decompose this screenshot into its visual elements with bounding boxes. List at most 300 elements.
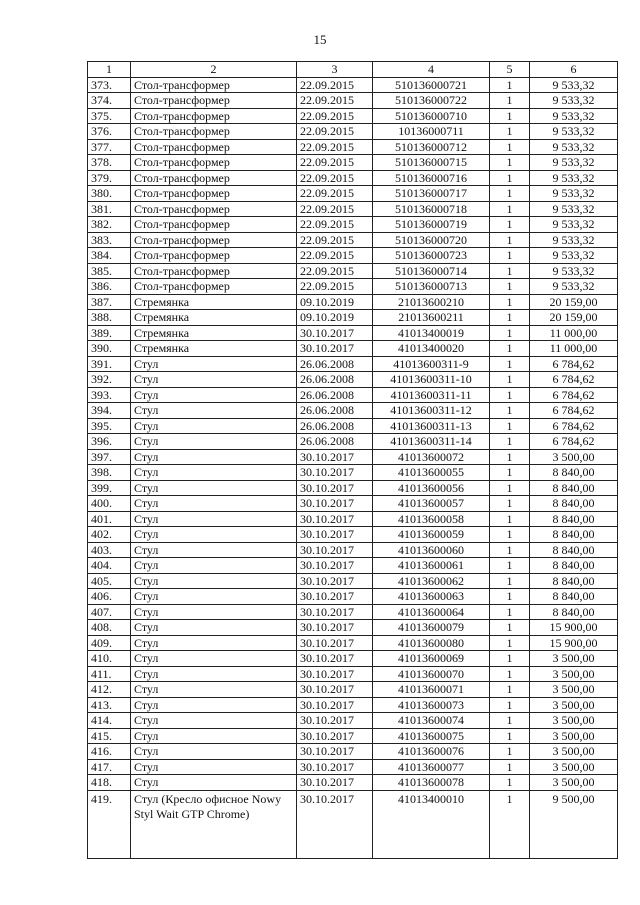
row-number: 411. bbox=[88, 666, 131, 682]
quantity-cell: 1 bbox=[490, 790, 530, 858]
inventory-code: 41013600055 bbox=[373, 465, 490, 481]
date-cell: 22.09.2015 bbox=[297, 170, 373, 186]
row-number: 395. bbox=[88, 418, 131, 434]
amount-cell: 8 840,00 bbox=[530, 465, 618, 481]
inventory-code: 41013600063 bbox=[373, 589, 490, 605]
amount-cell: 3 500,00 bbox=[530, 697, 618, 713]
inventory-code: 41013400010 bbox=[373, 790, 490, 858]
quantity-cell: 1 bbox=[490, 356, 530, 372]
quantity-cell: 1 bbox=[490, 263, 530, 279]
table-row bbox=[88, 434, 618, 450]
quantity-cell: 1 bbox=[490, 77, 530, 93]
inventory-code: 510136000718 bbox=[373, 201, 490, 217]
table-row bbox=[88, 93, 618, 109]
table-row bbox=[88, 186, 618, 202]
quantity-cell: 1 bbox=[490, 511, 530, 527]
date-cell: 22.09.2015 bbox=[297, 139, 373, 155]
item-name: Стремянка bbox=[131, 294, 297, 310]
row-number: 406. bbox=[88, 589, 131, 605]
row-number: 374. bbox=[88, 93, 131, 109]
table-row bbox=[88, 108, 618, 124]
item-name: Стол-трансформер bbox=[131, 77, 297, 93]
inventory-code: 41013600073 bbox=[373, 697, 490, 713]
item-name: Стул bbox=[131, 496, 297, 512]
item-name: Стул bbox=[131, 372, 297, 388]
header-row bbox=[88, 62, 618, 78]
date-cell: 30.10.2017 bbox=[297, 697, 373, 713]
quantity-cell: 1 bbox=[490, 279, 530, 295]
date-cell: 22.09.2015 bbox=[297, 93, 373, 109]
amount-cell: 9 533,32 bbox=[530, 279, 618, 295]
table-row bbox=[88, 387, 618, 403]
row-number: 391. bbox=[88, 356, 131, 372]
inventory-code: 41013600311-14 bbox=[373, 434, 490, 450]
date-cell: 30.10.2017 bbox=[297, 465, 373, 481]
row-number: 393. bbox=[88, 387, 131, 403]
inventory-code: 41013600071 bbox=[373, 682, 490, 698]
inventory-code: 41013600311-9 bbox=[373, 356, 490, 372]
item-name: Стремянка bbox=[131, 325, 297, 341]
inventory-code: 41013600056 bbox=[373, 480, 490, 496]
table-row bbox=[88, 558, 618, 574]
row-number: 408. bbox=[88, 620, 131, 636]
table-row bbox=[88, 604, 618, 620]
item-name: Стол-трансформер bbox=[131, 93, 297, 109]
amount-cell: 11 000,00 bbox=[530, 325, 618, 341]
quantity-cell: 1 bbox=[490, 496, 530, 512]
table-body bbox=[88, 77, 618, 858]
amount-cell: 8 840,00 bbox=[530, 573, 618, 589]
item-name: Стул bbox=[131, 635, 297, 651]
inventory-code: 41013600060 bbox=[373, 542, 490, 558]
row-number: 413. bbox=[88, 697, 131, 713]
quantity-cell: 1 bbox=[490, 387, 530, 403]
quantity-cell: 1 bbox=[490, 635, 530, 651]
item-name: Стол-трансформер bbox=[131, 279, 297, 295]
quantity-cell: 1 bbox=[490, 744, 530, 760]
row-number: 416. bbox=[88, 744, 131, 760]
amount-cell: 8 840,00 bbox=[530, 542, 618, 558]
quantity-cell: 1 bbox=[490, 573, 530, 589]
row-number: 375. bbox=[88, 108, 131, 124]
inventory-code: 41013600311-12 bbox=[373, 403, 490, 419]
date-cell: 30.10.2017 bbox=[297, 759, 373, 775]
amount-cell: 9 533,32 bbox=[530, 263, 618, 279]
row-number: 405. bbox=[88, 573, 131, 589]
table-row bbox=[88, 124, 618, 140]
date-cell: 30.10.2017 bbox=[297, 558, 373, 574]
item-name: Стол-трансформер bbox=[131, 186, 297, 202]
inventory-code: 41013600064 bbox=[373, 604, 490, 620]
date-cell: 26.06.2008 bbox=[297, 403, 373, 419]
quantity-cell: 1 bbox=[490, 201, 530, 217]
quantity-cell: 1 bbox=[490, 682, 530, 698]
item-name: Стул bbox=[131, 449, 297, 465]
quantity-cell: 1 bbox=[490, 651, 530, 667]
quantity-cell: 1 bbox=[490, 418, 530, 434]
date-cell: 30.10.2017 bbox=[297, 480, 373, 496]
item-name: Стол-трансформер bbox=[131, 263, 297, 279]
item-name: Стул bbox=[131, 558, 297, 574]
row-number: 388. bbox=[88, 310, 131, 326]
item-name: Стул bbox=[131, 387, 297, 403]
date-cell: 09.10.2019 bbox=[297, 294, 373, 310]
table-row bbox=[88, 728, 618, 744]
quantity-cell: 1 bbox=[490, 775, 530, 791]
inventory-code: 510136000721 bbox=[373, 77, 490, 93]
item-name: Стул (Кресло офисное Nowy Styl Wait GTP Chrome) bbox=[131, 790, 297, 858]
inventory-code: 510136000715 bbox=[373, 155, 490, 171]
row-number: 400. bbox=[88, 496, 131, 512]
table-row bbox=[88, 527, 618, 543]
item-name: Стул bbox=[131, 697, 297, 713]
row-number: 399. bbox=[88, 480, 131, 496]
item-name: Стол-трансформер bbox=[131, 170, 297, 186]
row-number: 410. bbox=[88, 651, 131, 667]
row-number: 396. bbox=[88, 434, 131, 450]
amount-cell: 6 784,62 bbox=[530, 418, 618, 434]
table-row bbox=[88, 635, 618, 651]
amount-cell: 8 840,00 bbox=[530, 511, 618, 527]
date-cell: 30.10.2017 bbox=[297, 449, 373, 465]
quantity-cell: 1 bbox=[490, 697, 530, 713]
row-number: 385. bbox=[88, 263, 131, 279]
table-row bbox=[88, 170, 618, 186]
row-number: 404. bbox=[88, 558, 131, 574]
amount-cell: 9 533,32 bbox=[530, 201, 618, 217]
item-name: Стул bbox=[131, 682, 297, 698]
row-number: 379. bbox=[88, 170, 131, 186]
amount-cell: 6 784,62 bbox=[530, 372, 618, 388]
inventory-code: 510136000714 bbox=[373, 263, 490, 279]
quantity-cell: 1 bbox=[490, 449, 530, 465]
inventory-code: 510136000717 bbox=[373, 186, 490, 202]
item-name: Стол-трансформер bbox=[131, 139, 297, 155]
item-name: Стул bbox=[131, 759, 297, 775]
quantity-cell: 1 bbox=[490, 217, 530, 233]
table-row bbox=[88, 775, 618, 791]
table-row bbox=[88, 201, 618, 217]
date-cell: 30.10.2017 bbox=[297, 682, 373, 698]
amount-cell: 9 533,32 bbox=[530, 155, 618, 171]
item-name: Стул bbox=[131, 418, 297, 434]
date-cell: 22.09.2015 bbox=[297, 77, 373, 93]
row-number: 382. bbox=[88, 217, 131, 233]
inventory-code: 41013600311-10 bbox=[373, 372, 490, 388]
row-number: 380. bbox=[88, 186, 131, 202]
item-name: Стул bbox=[131, 651, 297, 667]
amount-cell: 3 500,00 bbox=[530, 744, 618, 760]
item-name: Стол-трансформер bbox=[131, 201, 297, 217]
quantity-cell: 1 bbox=[490, 403, 530, 419]
row-number: 383. bbox=[88, 232, 131, 248]
quantity-cell: 1 bbox=[490, 248, 530, 264]
quantity-cell: 1 bbox=[490, 666, 530, 682]
inventory-code: 41013600078 bbox=[373, 775, 490, 791]
amount-cell: 20 159,00 bbox=[530, 294, 618, 310]
quantity-cell: 1 bbox=[490, 620, 530, 636]
row-number: 398. bbox=[88, 465, 131, 481]
table-row bbox=[88, 620, 618, 636]
table-row bbox=[88, 279, 618, 295]
date-cell: 26.06.2008 bbox=[297, 418, 373, 434]
col-header: 3 bbox=[297, 62, 373, 78]
row-number: 409. bbox=[88, 635, 131, 651]
date-cell: 30.10.2017 bbox=[297, 713, 373, 729]
date-cell: 22.09.2015 bbox=[297, 232, 373, 248]
inventory-code: 41013400020 bbox=[373, 341, 490, 357]
item-name: Стремянка bbox=[131, 341, 297, 357]
table-row bbox=[88, 139, 618, 155]
quantity-cell: 1 bbox=[490, 465, 530, 481]
table-row bbox=[88, 542, 618, 558]
amount-cell: 6 784,62 bbox=[530, 356, 618, 372]
row-number: 419. bbox=[88, 790, 131, 858]
row-number: 387. bbox=[88, 294, 131, 310]
inventory-code: 41013600079 bbox=[373, 620, 490, 636]
table-row bbox=[88, 356, 618, 372]
row-number: 415. bbox=[88, 728, 131, 744]
row-number: 392. bbox=[88, 372, 131, 388]
quantity-cell: 1 bbox=[490, 713, 530, 729]
quantity-cell: 1 bbox=[490, 186, 530, 202]
item-name: Стул bbox=[131, 434, 297, 450]
inventory-code: 510136000716 bbox=[373, 170, 490, 186]
col-header: 5 bbox=[490, 62, 530, 78]
quantity-cell: 1 bbox=[490, 542, 530, 558]
table-row bbox=[88, 232, 618, 248]
table-row bbox=[88, 511, 618, 527]
amount-cell: 9 533,32 bbox=[530, 232, 618, 248]
table-row bbox=[88, 790, 618, 858]
inventory-code: 21013600211 bbox=[373, 310, 490, 326]
amount-cell: 3 500,00 bbox=[530, 449, 618, 465]
item-name: Стул bbox=[131, 480, 297, 496]
inventory-code: 510136000723 bbox=[373, 248, 490, 264]
table-row bbox=[88, 666, 618, 682]
date-cell: 22.09.2015 bbox=[297, 124, 373, 140]
row-number: 390. bbox=[88, 341, 131, 357]
row-number: 417. bbox=[88, 759, 131, 775]
date-cell: 09.10.2019 bbox=[297, 310, 373, 326]
quantity-cell: 1 bbox=[490, 170, 530, 186]
item-name: Стол-трансформер bbox=[131, 217, 297, 233]
row-number: 412. bbox=[88, 682, 131, 698]
date-cell: 26.06.2008 bbox=[297, 356, 373, 372]
table-row bbox=[88, 496, 618, 512]
quantity-cell: 1 bbox=[490, 124, 530, 140]
quantity-cell: 1 bbox=[490, 372, 530, 388]
date-cell: 22.09.2015 bbox=[297, 263, 373, 279]
inventory-code: 41013600057 bbox=[373, 496, 490, 512]
inventory-code: 41013600061 bbox=[373, 558, 490, 574]
amount-cell: 8 840,00 bbox=[530, 480, 618, 496]
amount-cell: 6 784,62 bbox=[530, 434, 618, 450]
date-cell: 30.10.2017 bbox=[297, 589, 373, 605]
inventory-code: 41013600080 bbox=[373, 635, 490, 651]
amount-cell: 9 533,32 bbox=[530, 248, 618, 264]
table-row bbox=[88, 325, 618, 341]
inventory-code: 510136000722 bbox=[373, 93, 490, 109]
item-name: Стул bbox=[131, 465, 297, 481]
quantity-cell: 1 bbox=[490, 759, 530, 775]
table-row bbox=[88, 449, 618, 465]
date-cell: 26.06.2008 bbox=[297, 387, 373, 403]
item-name: Стул bbox=[131, 728, 297, 744]
row-number: 381. bbox=[88, 201, 131, 217]
inventory-code: 41013600311-11 bbox=[373, 387, 490, 403]
date-cell: 30.10.2017 bbox=[297, 728, 373, 744]
amount-cell: 8 840,00 bbox=[530, 527, 618, 543]
quantity-cell: 1 bbox=[490, 294, 530, 310]
amount-cell: 3 500,00 bbox=[530, 728, 618, 744]
amount-cell: 9 533,32 bbox=[530, 124, 618, 140]
amount-cell: 8 840,00 bbox=[530, 496, 618, 512]
amount-cell: 20 159,00 bbox=[530, 310, 618, 326]
date-cell: 30.10.2017 bbox=[297, 790, 373, 858]
amount-cell: 15 900,00 bbox=[530, 620, 618, 636]
amount-cell: 6 784,62 bbox=[530, 403, 618, 419]
table-row bbox=[88, 372, 618, 388]
row-number: 403. bbox=[88, 542, 131, 558]
table-row bbox=[88, 77, 618, 93]
amount-cell: 9 533,32 bbox=[530, 108, 618, 124]
date-cell: 30.10.2017 bbox=[297, 775, 373, 791]
row-number: 407. bbox=[88, 604, 131, 620]
row-number: 389. bbox=[88, 325, 131, 341]
date-cell: 22.09.2015 bbox=[297, 186, 373, 202]
table-row bbox=[88, 465, 618, 481]
date-cell: 22.09.2015 bbox=[297, 108, 373, 124]
amount-cell: 3 500,00 bbox=[530, 666, 618, 682]
table-row bbox=[88, 744, 618, 760]
date-cell: 30.10.2017 bbox=[297, 542, 373, 558]
item-name: Стул bbox=[131, 573, 297, 589]
table-row bbox=[88, 294, 618, 310]
amount-cell: 9 533,32 bbox=[530, 93, 618, 109]
row-number: 384. bbox=[88, 248, 131, 264]
inventory-code: 510136000712 bbox=[373, 139, 490, 155]
table-row bbox=[88, 573, 618, 589]
date-cell: 22.09.2015 bbox=[297, 248, 373, 264]
row-number: 397. bbox=[88, 449, 131, 465]
quantity-cell: 1 bbox=[490, 589, 530, 605]
amount-cell: 9 533,32 bbox=[530, 217, 618, 233]
row-number: 401. bbox=[88, 511, 131, 527]
date-cell: 30.10.2017 bbox=[297, 341, 373, 357]
table-row bbox=[88, 403, 618, 419]
row-number: 386. bbox=[88, 279, 131, 295]
item-name: Стол-трансформер bbox=[131, 232, 297, 248]
quantity-cell: 1 bbox=[490, 139, 530, 155]
date-cell: 22.09.2015 bbox=[297, 201, 373, 217]
row-number: 376. bbox=[88, 124, 131, 140]
item-name: Стул bbox=[131, 589, 297, 605]
page-number: 15 bbox=[313, 32, 327, 47]
inventory-code: 41013600077 bbox=[373, 759, 490, 775]
row-number: 402. bbox=[88, 527, 131, 543]
date-cell: 30.10.2017 bbox=[297, 666, 373, 682]
inventory-code: 41013600059 bbox=[373, 527, 490, 543]
inventory-code: 510136000710 bbox=[373, 108, 490, 124]
quantity-cell: 1 bbox=[490, 527, 530, 543]
inventory-code: 10136000711 bbox=[373, 124, 490, 140]
item-name: Стул bbox=[131, 744, 297, 760]
inventory-code: 41013600070 bbox=[373, 666, 490, 682]
item-name: Стол-трансформер bbox=[131, 248, 297, 264]
date-cell: 30.10.2017 bbox=[297, 651, 373, 667]
item-name: Стул bbox=[131, 511, 297, 527]
table-row bbox=[88, 155, 618, 171]
row-number: 394. bbox=[88, 403, 131, 419]
inventory-code: 510136000719 bbox=[373, 217, 490, 233]
date-cell: 30.10.2017 bbox=[297, 573, 373, 589]
date-cell: 22.09.2015 bbox=[297, 155, 373, 171]
amount-cell: 11 000,00 bbox=[530, 341, 618, 357]
quantity-cell: 1 bbox=[490, 434, 530, 450]
date-cell: 30.10.2017 bbox=[297, 604, 373, 620]
amount-cell: 3 500,00 bbox=[530, 682, 618, 698]
col-header: 4 bbox=[373, 62, 490, 78]
item-name: Стул bbox=[131, 620, 297, 636]
table-row bbox=[88, 480, 618, 496]
date-cell: 30.10.2017 bbox=[297, 635, 373, 651]
inventory-code: 510136000720 bbox=[373, 232, 490, 248]
inventory-code: 41013400019 bbox=[373, 325, 490, 341]
quantity-cell: 1 bbox=[490, 232, 530, 248]
amount-cell: 3 500,00 bbox=[530, 713, 618, 729]
item-name: Стул bbox=[131, 713, 297, 729]
date-cell: 22.09.2015 bbox=[297, 279, 373, 295]
date-cell: 30.10.2017 bbox=[297, 511, 373, 527]
inventory-code: 41013600074 bbox=[373, 713, 490, 729]
amount-cell: 9 500,00 bbox=[530, 790, 618, 858]
quantity-cell: 1 bbox=[490, 480, 530, 496]
table-row bbox=[88, 263, 618, 279]
item-name: Стул bbox=[131, 666, 297, 682]
table-row bbox=[88, 248, 618, 264]
amount-cell: 6 784,62 bbox=[530, 387, 618, 403]
item-name: Стол-трансформер bbox=[131, 155, 297, 171]
date-cell: 30.10.2017 bbox=[297, 527, 373, 543]
amount-cell: 8 840,00 bbox=[530, 604, 618, 620]
item-name: Стул bbox=[131, 542, 297, 558]
table-row bbox=[88, 759, 618, 775]
amount-cell: 15 900,00 bbox=[530, 635, 618, 651]
col-header: 6 bbox=[530, 62, 618, 78]
date-cell: 22.09.2015 bbox=[297, 217, 373, 233]
date-cell: 26.06.2008 bbox=[297, 434, 373, 450]
inventory-table bbox=[87, 61, 618, 859]
inventory-code: 41013600069 bbox=[373, 651, 490, 667]
inventory-code: 41013600311-13 bbox=[373, 418, 490, 434]
table-row bbox=[88, 418, 618, 434]
quantity-cell: 1 bbox=[490, 558, 530, 574]
item-name: Стол-трансформер bbox=[131, 124, 297, 140]
table-row bbox=[88, 713, 618, 729]
row-number: 378. bbox=[88, 155, 131, 171]
inventory-code: 41013600058 bbox=[373, 511, 490, 527]
quantity-cell: 1 bbox=[490, 325, 530, 341]
item-name: Стол-трансформер bbox=[131, 108, 297, 124]
amount-cell: 9 533,32 bbox=[530, 170, 618, 186]
table-row bbox=[88, 341, 618, 357]
row-number: 418. bbox=[88, 775, 131, 791]
item-name: Стул bbox=[131, 356, 297, 372]
quantity-cell: 1 bbox=[490, 341, 530, 357]
col-header: 1 bbox=[88, 62, 131, 78]
table-row bbox=[88, 217, 618, 233]
